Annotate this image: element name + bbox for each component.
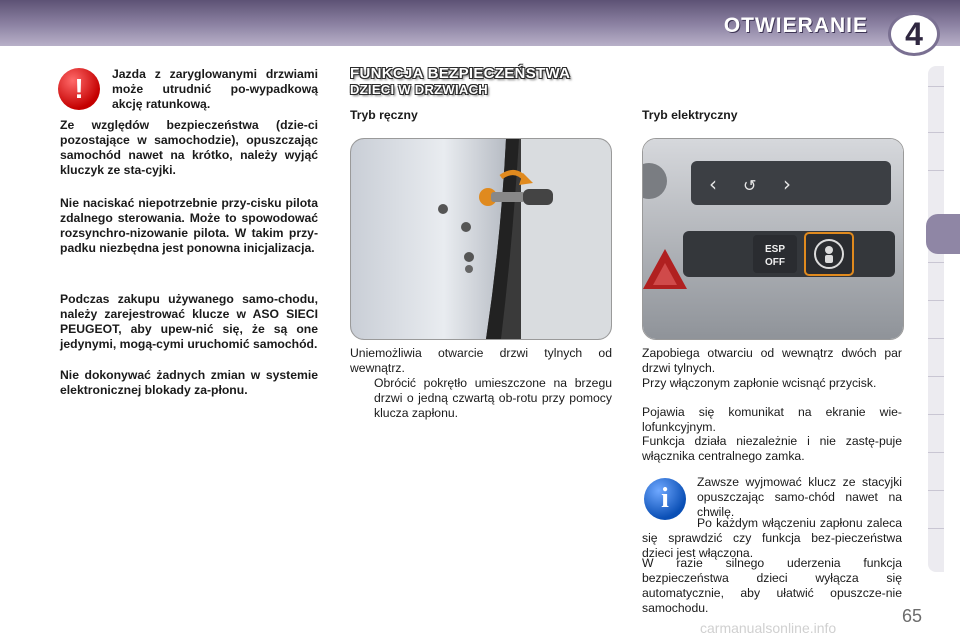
active-chapter-tab[interactable] [926, 214, 960, 254]
section-title: FUNKCJA BEZPIECZEŃSTWA [350, 65, 571, 82]
esp-label-2: OFF [765, 257, 785, 268]
warning-icon: ! [58, 68, 100, 110]
tab-divider [928, 300, 944, 301]
svg-text:‹: ‹ [709, 172, 717, 196]
svg-text:›: › [783, 172, 791, 196]
electric-mode-paragraph-4: Funkcja działa niezależnie i nie zastę-puje włącznika centralnego zamka. [642, 434, 902, 463]
manual-mode-text: Uniemożliwia otwarcie drzwi tylnych od wewnątrz. [350, 346, 612, 375]
watermark: carmanualsonline.info [700, 620, 837, 636]
door-lock-illustration [351, 139, 611, 339]
chapter-tabs [928, 66, 944, 572]
tab-divider [928, 452, 944, 453]
section-subtitle: DZIECI W DRZWIACH [350, 82, 488, 97]
chapter-number-badge: 4 [888, 12, 940, 56]
info-paragraph-2: Po każdym włączeniu zapłonu zaleca się sprawdzić czy funkcja bez-pieczeństwa dzieci jest włączona. [642, 516, 902, 560]
info-icon: i [644, 478, 686, 520]
tab-divider [928, 490, 944, 491]
electric-mode-paragraph-3: Pojawia się komunikat na ekranie wie-lofunkcyjnym. [642, 405, 902, 434]
left-paragraph-4: Nie dokonywać żadnych zmian w systemie elektronicznej blokady za-płonu. [60, 368, 318, 397]
tab-divider [928, 528, 944, 529]
tab-divider [928, 262, 944, 263]
tab-divider [928, 376, 944, 377]
manual-mode-heading: Tryb ręczny [350, 108, 418, 122]
warning-text: Jazda z zaryglowanymi drzwiami może utrudnić po-wypadkową akcję ratunkową. [112, 67, 318, 111]
info-paragraph-3: W razie silnego uderzenia funkcja bezpieczeństwa dzieci wyłącza się automatycznie, aby ułatwić opuszcze-nie samochodu. [642, 556, 902, 615]
tab-divider [928, 86, 944, 87]
electric-mode-paragraph-1: Zapobiega otwarciu od wewnątrz dwóch par drzwi tylnych. [642, 346, 902, 375]
tab-divider [928, 132, 944, 133]
left-paragraph-3: Podczas zakupu używanego samo-chodu, należy zarejestrować klucze w ASO SIECI PEUGEOT, aby upew-nić się, że są one jedynymi, mogą-cymi uruchomić samochód. [60, 292, 318, 351]
chapter-title: OTWIERANIE [723, 14, 868, 37]
svg-text:↺: ↺ [743, 176, 757, 195]
left-paragraph-1: Ze względów bezpieczeństwa (dzie-ci pozostające w samochodzie), opuszczając samochód nawet na krótko, należy wyjąć kluczyk ze sta-cyjki. [60, 118, 318, 177]
manual-mode-photo [350, 138, 612, 340]
tab-divider [928, 414, 944, 415]
electric-mode-paragraph-2: Przy włączonym zapłonie wcisnąć przycisk. [642, 376, 877, 390]
info-paragraph-1: Zawsze wyjmować klucz ze stacyjki opuszczając samo-chód nawet na chwilę. [697, 475, 902, 519]
electric-mode-heading: Tryb elektryczny [642, 108, 738, 122]
page-number: 65 [902, 606, 923, 626]
dashboard-buttons-illustration [643, 139, 903, 339]
tab-divider [928, 170, 944, 171]
electric-mode-photo [642, 138, 904, 340]
esp-label-1: ESP [764, 244, 786, 255]
manual-mode-bullet: Obrócić pokrętło umieszczone na brzegu drzwi o jedną czwartą ob-rotu przy pomocy klucza zapłonu. [374, 376, 612, 420]
tab-divider [928, 338, 944, 339]
left-paragraph-2: Nie naciskać niepotrzebnie przy-cisku pilota zdalnego sterowania. Może to spowodować rozsynchro-nizowanie pilota. W takim przy-padku niezbędna jest ponowna inicjalizacja. [60, 196, 318, 255]
